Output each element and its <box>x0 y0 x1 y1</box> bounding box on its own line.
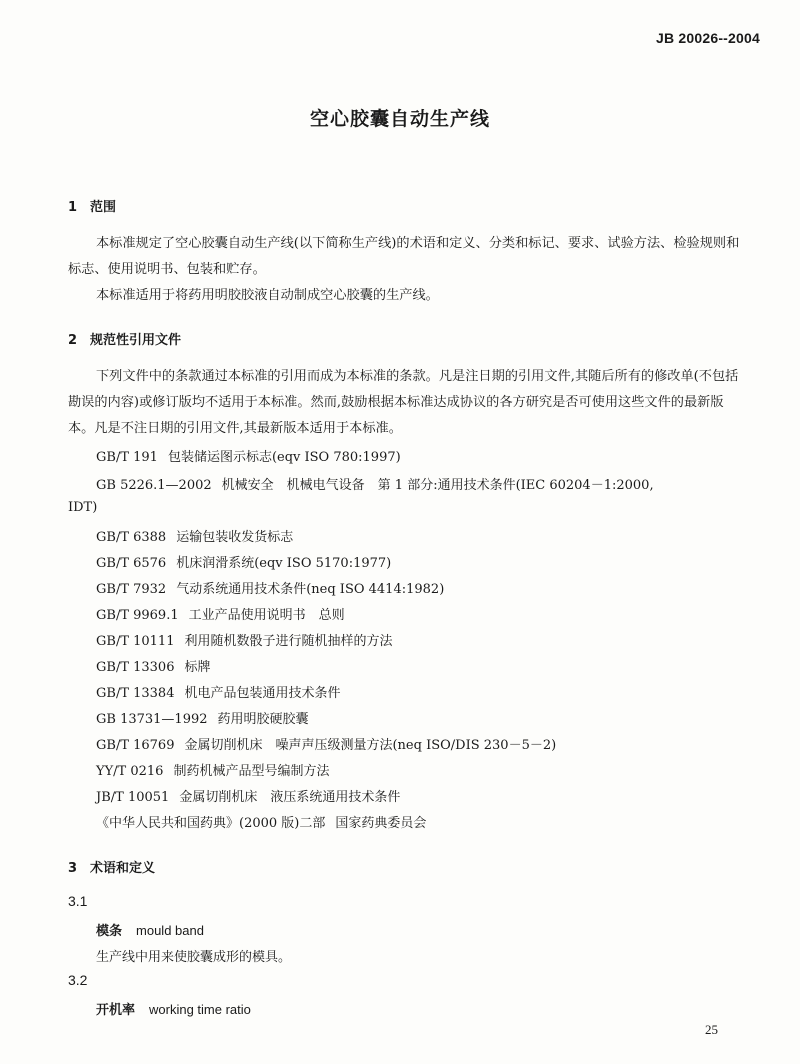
section-number: 1 <box>68 200 78 215</box>
reference-title: 制药机械产品型号编制方法 <box>173 764 330 779</box>
reference-code: GB/T 16769 <box>96 738 175 753</box>
reference-item <box>96 812 426 831</box>
reference-code: GB/T 9969.1 <box>96 608 179 623</box>
reference-title: 国家药典委员会 <box>335 816 427 831</box>
reference-title: 机电产品包装通用技术条件 <box>184 686 341 701</box>
standard-code: JB 20026--2004 <box>656 30 760 46</box>
page-number: 25 <box>705 1022 718 1037</box>
term-entry <box>96 999 251 1018</box>
scope-paragraph-2: 本标准适用于将药用明胶胶液自动制成空心胶囊的生产线。 <box>96 288 439 303</box>
clause-number-3-1: 3.1 <box>68 893 88 909</box>
section-1-heading <box>68 196 116 215</box>
reference-continuation: IDT) <box>68 500 98 515</box>
reference-title: 包装储运图示标志(eqv ISO 780:1997) <box>167 450 401 465</box>
term-english: mould band <box>136 923 204 938</box>
term-entry <box>96 920 204 939</box>
reference-code: GB/T 191 <box>96 450 158 465</box>
reference-code: GB 5226.1—2002 <box>96 478 212 493</box>
reference-code: GB/T 10111 <box>96 634 175 649</box>
reference-item <box>96 760 329 779</box>
reference-item <box>96 552 391 571</box>
reference-title: 机械安全 机械电气设备 第 1 部分:通用技术条件(IEC 60204－1:2000, <box>221 478 654 493</box>
reference-code: GB/T 6388 <box>96 530 167 545</box>
reference-item <box>96 682 341 701</box>
section-title: 范围 <box>90 200 117 215</box>
clause-number-3-2: 3.2 <box>68 972 88 988</box>
term-chinese: 模条 <box>96 924 123 939</box>
reference-item <box>96 604 345 623</box>
reference-item <box>96 656 211 675</box>
references-intro: 下列文件中的条款通过本标准的引用而成为本标准的条款。凡是注日期的引用文件,其随后所有的修改单(不包括勘误的内容)或修订版均不适用于本标准。然而,鼓励根据本标准达成协议的各方研究是否可使用这些文件的最新版本。凡是不注日期的引用文件,其最新版本适用于本标准。 <box>68 369 739 436</box>
section-number: 2 <box>68 333 78 348</box>
reference-title: 工业产品使用说明书 总则 <box>188 608 345 623</box>
reference-title: 药用明胶硬胶囊 <box>217 712 309 727</box>
reference-item <box>96 526 293 545</box>
section-title: 规范性引用文件 <box>90 333 182 348</box>
reference-code: JB/T 10051 <box>96 790 170 805</box>
section-2-heading <box>68 329 181 348</box>
reference-item <box>96 474 654 493</box>
reference-code: GB/T 13384 <box>96 686 175 701</box>
reference-item <box>96 708 309 727</box>
reference-code: GB/T 7932 <box>96 582 167 597</box>
reference-code: GB/T 13306 <box>96 660 175 675</box>
term-english: working time ratio <box>149 1002 251 1017</box>
reference-code: 《中华人民共和国药典》(2000 版)二部 <box>96 816 326 831</box>
reference-item <box>96 578 444 597</box>
reference-item <box>96 630 393 649</box>
reference-title: 机床润滑系统(eqv ISO 5170:1977) <box>176 556 392 571</box>
section-number: 3 <box>68 861 78 876</box>
reference-title: 气动系统通用技术条件(neq ISO 4414:1982) <box>176 582 445 597</box>
reference-title: 利用随机数骰子进行随机抽样的方法 <box>184 634 393 649</box>
reference-item <box>96 786 400 805</box>
reference-code: YY/T 0216 <box>96 764 164 779</box>
reference-title: 金属切削机床 噪声声压级测量方法(neq ISO/DIS 230－5－2) <box>184 738 557 753</box>
reference-title: 金属切削机床 液压系统通用技术条件 <box>179 790 401 805</box>
scope-paragraph-1: 本标准规定了空心胶囊自动生产线(以下简称生产线)的术语和定义、分类和标记、要求、试验方法、检验规则和标志、使用说明书、包装和贮存。 <box>68 236 740 277</box>
document-title: 空心胶囊自动生产线 <box>309 108 490 130</box>
reference-item <box>96 734 556 753</box>
reference-item <box>96 446 401 465</box>
reference-code: GB 13731—1992 <box>96 712 208 727</box>
section-title: 术语和定义 <box>90 861 156 876</box>
reference-code: GB/T 6576 <box>96 556 167 571</box>
section-3-heading <box>68 857 155 876</box>
reference-title: 运输包装收发货标志 <box>176 530 294 545</box>
term-definition: 生产线中用来使胶囊成形的模具。 <box>96 950 292 965</box>
reference-title: 标牌 <box>184 660 211 675</box>
term-chinese: 开机率 <box>96 1003 136 1018</box>
